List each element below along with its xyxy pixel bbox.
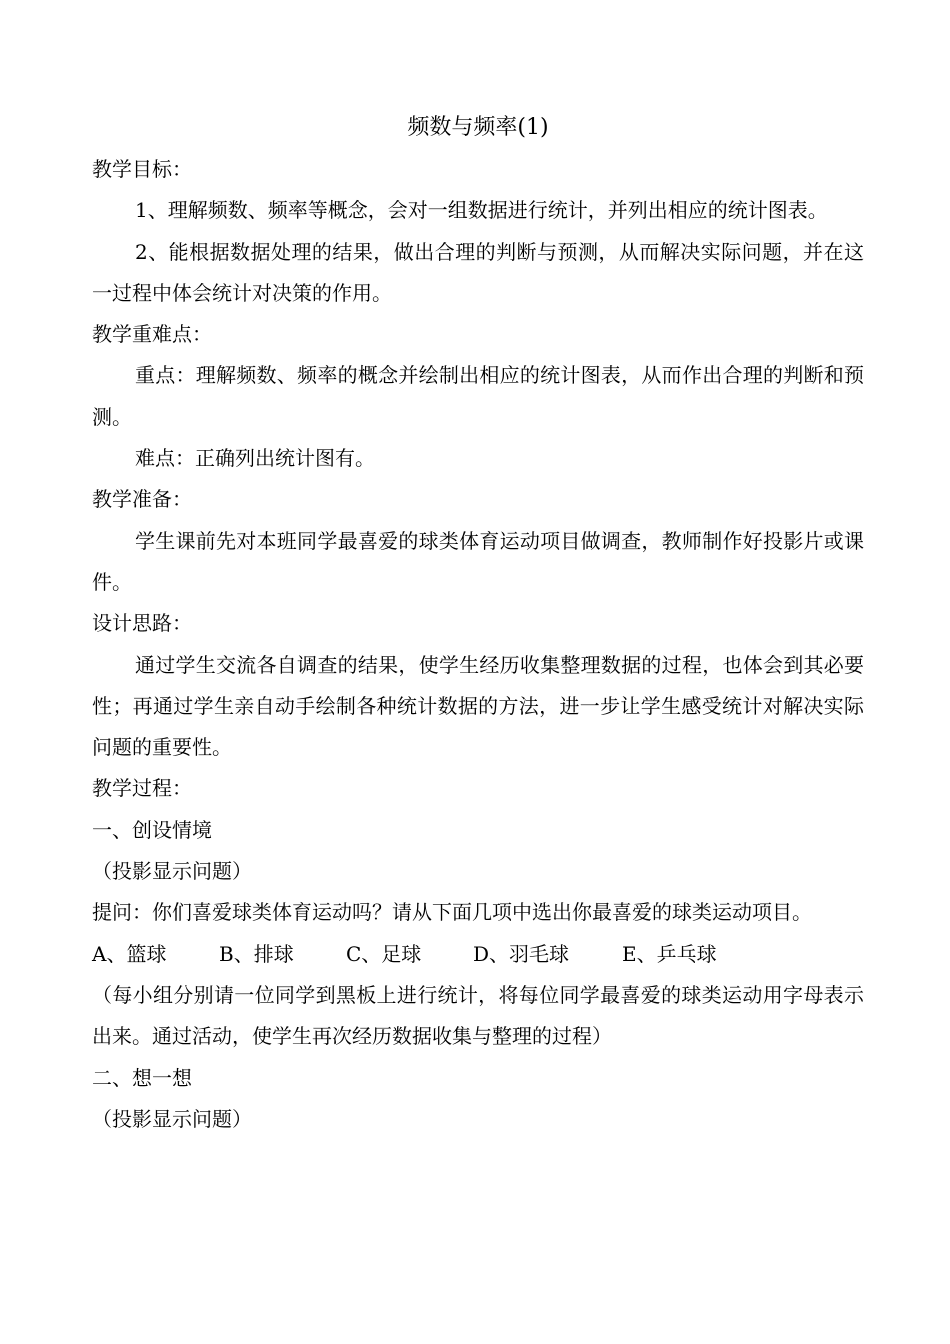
option-e: E、乒乓球 — [622, 941, 717, 966]
prep-text: 学生课前先对本班同学最喜爱的球类体育运动项目做调查，教师制作好投影片或课件。 — [92, 528, 864, 594]
process-heading: 教学过程： — [92, 776, 192, 801]
option-a: A、篮球 — [92, 941, 167, 966]
part-2-heading: 二、想一想 — [92, 1065, 192, 1090]
design-heading: 设计思路： — [92, 611, 192, 636]
part-1-projection: （投影显示问题） — [92, 859, 252, 884]
prep-heading: 教学准备： — [92, 487, 192, 512]
goal-1: 1、理解频数、频率等概念，会对一组数据进行统计，并列出相应的统计图表。 — [135, 198, 828, 223]
document-title: 频数与频率(1) — [407, 115, 549, 140]
document-page — [92, 108, 864, 1140]
options-list — [92, 934, 864, 975]
option-d: D、羽毛球 — [473, 941, 570, 966]
key-point: 重点：理解频数、频率的概念并绘制出相应的统计图表，从而作出合理的判断和预测。 — [92, 363, 864, 429]
part-1-heading: 一、创设情境 — [92, 817, 212, 842]
option-b: B、排球 — [219, 941, 294, 966]
activity-note: （每小组分别请一位同学到黑板上进行统计，将每位同学最喜爱的球类运动用字母表示出来。通过活动，使学生再次经历数据收集与整理的过程） — [92, 982, 864, 1049]
design-text: 通过学生交流各自调查的结果，使学生经历收集整理数据的过程，也体会到其必要性；再通过学生亲自动手绘制各种统计数据的方法，进一步让学生感受统计对解决实际问题的重要性。 — [92, 652, 864, 760]
goals-heading: 教学目标： — [92, 157, 192, 181]
difficulty-heading: 教学重难点： — [92, 322, 212, 347]
difficult-point: 难点：正确列出统计图有。 — [135, 446, 375, 471]
question-text: 提问：你们喜爱球类体育运动吗？请从下面几项中选出你最喜爱的球类运动项目。 — [92, 900, 812, 925]
option-c: C、足球 — [346, 941, 422, 966]
goal-2: 2、能根据数据处理的结果，做出合理的判断与预测，从而解决实际问题，并在这一过程中体会统计对决策的作用。 — [92, 239, 864, 305]
part-2-projection: （投影显示问题） — [92, 1106, 252, 1131]
